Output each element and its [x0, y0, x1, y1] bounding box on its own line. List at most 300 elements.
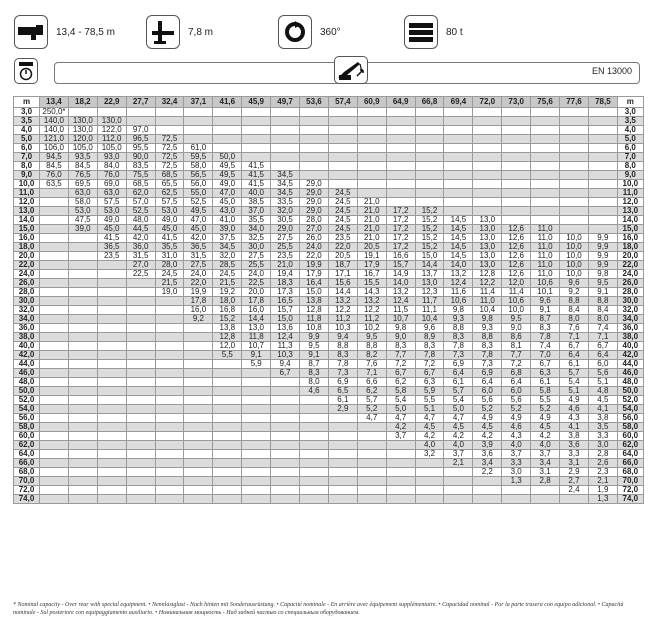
radius-cell-right: 60,0 [617, 432, 643, 441]
spec-row [0, 14, 654, 50]
capacity-cell [155, 342, 184, 351]
capacity-cell [213, 369, 242, 378]
capacity-cell: 13,8 [300, 297, 329, 306]
capacity-cell: 12,4 [386, 297, 415, 306]
radius-cell-right: 70,0 [617, 477, 643, 486]
capacity-cell [184, 108, 213, 117]
capacity-cell: 17,2 [386, 207, 415, 216]
capacity-cell [126, 351, 155, 360]
radius-cell: 40,0 [14, 342, 40, 351]
radius-cell: 54,0 [14, 405, 40, 414]
capacity-cell [502, 495, 531, 504]
radius-cell-right: 9,0 [617, 171, 643, 180]
capacity-cell: 7,1 [560, 333, 589, 342]
capacity-cell: 56,0 [184, 180, 213, 189]
capacity-cell: 47,0 [184, 216, 213, 225]
capacity-cell [502, 180, 531, 189]
capacity-cell: 13,0 [473, 261, 502, 270]
capacity-cell: 12,6 [502, 243, 531, 252]
capacity-cell: 5,1 [588, 378, 617, 387]
capacity-cell: 18,0 [213, 297, 242, 306]
capacity-cell: 27,5 [184, 261, 213, 270]
capacity-cell [213, 360, 242, 369]
capacity-cell: 22,5 [242, 279, 271, 288]
capacity-cell [242, 450, 271, 459]
capacity-cell [588, 207, 617, 216]
capacity-cell [155, 117, 184, 126]
capacity-cell [40, 297, 69, 306]
capacity-cell: 11,8 [300, 315, 329, 324]
capacity-cell [40, 378, 69, 387]
capacity-cell [68, 396, 97, 405]
capacity-cell [386, 198, 415, 207]
capacity-cell [155, 459, 184, 468]
capacity-cell: 36,5 [184, 243, 213, 252]
capacity-cell: 4,9 [560, 396, 589, 405]
radius-cell: 68,0 [14, 468, 40, 477]
capacity-cell: 11,1 [415, 306, 444, 315]
capacity-cell: 31,5 [126, 252, 155, 261]
capacity-cell: 49,5 [213, 171, 242, 180]
capacity-cell [184, 360, 213, 369]
capacity-cell [328, 117, 357, 126]
capacity-cell: 39,0 [68, 225, 97, 234]
capacity-cell: 52,5 [184, 198, 213, 207]
capacity-cell: 3,4 [473, 459, 502, 468]
radius-cell-right: 22,0 [617, 261, 643, 270]
table-row [14, 117, 644, 126]
capacity-cell: 5,4 [386, 396, 415, 405]
capacity-cell [444, 162, 473, 171]
capacity-cell [415, 486, 444, 495]
capacity-cell: 7,6 [357, 360, 386, 369]
capacity-cell: 13,0 [242, 324, 271, 333]
radius-cell: 74,0 [14, 495, 40, 504]
capacity-cell: 12,6 [502, 270, 531, 279]
capacity-cell: 7,1 [357, 369, 386, 378]
capacity-cell: 18,7 [328, 261, 357, 270]
capacity-cell [97, 459, 126, 468]
capacity-cell: 120,0 [68, 135, 97, 144]
capacity-cell [415, 144, 444, 153]
capacity-cell: 6,0 [502, 387, 531, 396]
capacity-cell: 5,2 [357, 405, 386, 414]
capacity-cell: 9,5 [502, 315, 531, 324]
capacity-cell [588, 225, 617, 234]
capacity-cell: 13,7 [415, 270, 444, 279]
capacity-cell [300, 162, 329, 171]
capacity-cell: 15,0 [415, 252, 444, 261]
capacity-cell [328, 450, 357, 459]
capacity-cell: 22,5 [126, 270, 155, 279]
capacity-cell [473, 117, 502, 126]
capacity-cell: 8,4 [588, 306, 617, 315]
capacity-cell: 24,5 [155, 270, 184, 279]
capacity-cell [271, 162, 300, 171]
capacity-cell [444, 477, 473, 486]
capacity-cell: 140,0 [40, 117, 69, 126]
capacity-cell [68, 423, 97, 432]
radius-cell: 28,0 [14, 288, 40, 297]
capacity-cell [560, 135, 589, 144]
rotation-icon [278, 15, 312, 49]
capacity-cell [126, 450, 155, 459]
capacity-cell [386, 126, 415, 135]
capacity-cell: 7,8 [531, 333, 560, 342]
capacity-cell: 2,1 [444, 459, 473, 468]
capacity-cell: 16,4 [300, 279, 329, 288]
capacity-cell [184, 459, 213, 468]
capacity-cell [588, 135, 617, 144]
capacity-cell: 6,7 [386, 369, 415, 378]
capacity-cell [386, 153, 415, 162]
capacity-cell: 8,3 [415, 342, 444, 351]
capacity-cell [242, 405, 271, 414]
capacity-cell [68, 378, 97, 387]
capacity-cell [415, 162, 444, 171]
capacity-cell [242, 135, 271, 144]
capacity-cell [155, 477, 184, 486]
capacity-cell: 7,8 [328, 360, 357, 369]
footnote: * Nominal capacity - Over rear with special equipment. • Nennlastglast - Nach hinten mit Sonderausrüstung. • Capacité nominale - En arrière avec équipement supplémentaire. • Capacidad nominal - Por la parte trasera con equipo adicional. • Capacità nominale - Sul posteriore con equipaggiamento ausiliario. • Номинальная мощность - Над задней частью со специальным оборудованием. [13, 602, 624, 616]
capacity-cell [126, 486, 155, 495]
boom-length-header: 22,9 [97, 97, 126, 108]
capacity-cell [386, 171, 415, 180]
radius-cell: 13,0 [14, 207, 40, 216]
capacity-cell: 14,5 [444, 243, 473, 252]
radius-cell: 44,0 [14, 360, 40, 369]
capacity-cell [213, 414, 242, 423]
capacity-cell [560, 225, 589, 234]
capacity-cell [502, 135, 531, 144]
capacity-cell: 9,9 [588, 243, 617, 252]
radius-header: m [14, 97, 40, 108]
capacity-cell: 4,7 [357, 414, 386, 423]
capacity-cell [444, 468, 473, 477]
capacity-cell: 9,3 [473, 324, 502, 333]
capacity-cell [68, 288, 97, 297]
capacity-cell [126, 360, 155, 369]
capacity-cell: 94,5 [40, 153, 69, 162]
capacity-cell [184, 405, 213, 414]
capacity-cell [97, 414, 126, 423]
capacity-cell: 8,6 [502, 333, 531, 342]
capacity-cell: 5,0 [444, 405, 473, 414]
capacity-cell [588, 180, 617, 189]
capacity-cell [473, 144, 502, 153]
capacity-cell: 7,6 [560, 324, 589, 333]
capacity-cell: 14,0 [444, 261, 473, 270]
counterweight-spec [404, 14, 463, 50]
capacity-cell: 14,4 [242, 315, 271, 324]
capacity-cell: 24,5 [328, 216, 357, 225]
capacity-cell [357, 495, 386, 504]
capacity-cell: 8,9 [415, 333, 444, 342]
capacity-cell: 14,4 [328, 288, 357, 297]
capacity-cell: 15,7 [386, 261, 415, 270]
capacity-cell: 6,4 [560, 351, 589, 360]
capacity-cell [126, 414, 155, 423]
radius-cell: 72,0 [14, 486, 40, 495]
timer-icon [14, 58, 38, 84]
capacity-cell [242, 441, 271, 450]
capacity-cell [386, 495, 415, 504]
radius-cell: 10,0 [14, 180, 40, 189]
capacity-cell: 5,5 [415, 396, 444, 405]
capacity-cell: 5,8 [386, 387, 415, 396]
capacity-cell [97, 450, 126, 459]
capacity-cell: 16,8 [213, 306, 242, 315]
capacity-cell [126, 279, 155, 288]
capacity-cell [531, 216, 560, 225]
capacity-cell [271, 468, 300, 477]
radius-cell-right: 4,0 [617, 126, 643, 135]
capacity-cell [473, 135, 502, 144]
capacity-cell [502, 486, 531, 495]
capacity-cell: 49,0 [213, 180, 242, 189]
capacity-cell: 4,5 [444, 423, 473, 432]
capacity-cell: 3,6 [473, 450, 502, 459]
capacity-cell [97, 324, 126, 333]
capacity-cell: 76,5 [68, 171, 97, 180]
capacity-cell: 55,0 [184, 189, 213, 198]
capacity-cell [126, 396, 155, 405]
capacity-cell [300, 486, 329, 495]
capacity-cell: 8,8 [444, 324, 473, 333]
boom-length-header: 13,4 [40, 97, 69, 108]
capacity-cell [40, 351, 69, 360]
capacity-cell [97, 468, 126, 477]
capacity-cell [502, 198, 531, 207]
radius-cell: 52,0 [14, 396, 40, 405]
capacity-cell: 6,7 [531, 360, 560, 369]
capacity-cell [155, 387, 184, 396]
capacity-cell: 24,0 [184, 270, 213, 279]
capacity-cell: 9,8 [386, 324, 415, 333]
capacity-cell: 49,0 [155, 216, 184, 225]
capacity-cell: 42,0 [184, 234, 213, 243]
capacity-cell: 16,0 [242, 306, 271, 315]
capacity-cell: 130,0 [68, 126, 97, 135]
capacity-cell [126, 342, 155, 351]
capacity-cell [242, 387, 271, 396]
capacity-cell: 68,5 [126, 180, 155, 189]
capacity-cell: 10,0 [560, 270, 589, 279]
capacity-cell: 14,4 [415, 261, 444, 270]
capacity-cell: 7,3 [328, 369, 357, 378]
capacity-cell: 8,2 [357, 351, 386, 360]
capacity-cell [155, 486, 184, 495]
capacity-cell [40, 234, 69, 243]
capacity-cell: 14,0 [386, 279, 415, 288]
capacity-cell: 12,3 [415, 288, 444, 297]
capacity-cell [473, 477, 502, 486]
capacity-cell [40, 261, 69, 270]
radius-cell-right: 32,0 [617, 306, 643, 315]
capacity-cell: 7,4 [588, 324, 617, 333]
capacity-cell [40, 450, 69, 459]
capacity-cell: 7,3 [473, 360, 502, 369]
table-row [14, 252, 644, 261]
table-row [14, 189, 644, 198]
capacity-cell [155, 333, 184, 342]
capacity-cell: 21,0 [271, 261, 300, 270]
capacity-cell: 41,5 [97, 234, 126, 243]
capacity-cell [97, 396, 126, 405]
capacity-cell: 10,2 [357, 324, 386, 333]
capacity-cell [97, 378, 126, 387]
capacity-cell [68, 477, 97, 486]
capacity-cell [68, 243, 97, 252]
radius-cell-right: 7,0 [617, 153, 643, 162]
capacity-cell: 21,0 [357, 216, 386, 225]
capacity-cell [357, 117, 386, 126]
capacity-cell [184, 477, 213, 486]
radius-cell-right: 15,0 [617, 225, 643, 234]
telescopic-boom-icon [14, 15, 48, 49]
capacity-cell [242, 468, 271, 477]
capacity-cell: 6,6 [357, 378, 386, 387]
capacity-cell [588, 144, 617, 153]
capacity-cell: 8,0 [560, 315, 589, 324]
capacity-cell [415, 477, 444, 486]
capacity-cell [242, 414, 271, 423]
radius-cell: 36,0 [14, 324, 40, 333]
table-row [14, 198, 644, 207]
table-row [14, 243, 644, 252]
capacity-cell [68, 360, 97, 369]
capacity-cell: 36,0 [126, 243, 155, 252]
capacity-cell: 4,6 [560, 405, 589, 414]
radius-cell-right: 52,0 [617, 396, 643, 405]
capacity-cell [97, 432, 126, 441]
capacity-cell: 53,0 [68, 207, 97, 216]
capacity-cell [560, 207, 589, 216]
capacity-cell [213, 135, 242, 144]
capacity-cell [126, 405, 155, 414]
capacity-cell [126, 477, 155, 486]
radius-cell: 66,0 [14, 459, 40, 468]
capacity-cell [68, 405, 97, 414]
radius-cell-right: 64,0 [617, 450, 643, 459]
capacity-cell [40, 315, 69, 324]
capacity-cell [531, 135, 560, 144]
capacity-cell: 250,0* [40, 108, 69, 117]
capacity-cell: 5,6 [588, 369, 617, 378]
capacity-cell [473, 495, 502, 504]
capacity-cell [213, 144, 242, 153]
capacity-cell: 12,6 [502, 261, 531, 270]
capacity-cell: 41,0 [213, 216, 242, 225]
capacity-cell [40, 225, 69, 234]
capacity-cell: 24,5 [328, 198, 357, 207]
capacity-cell [473, 126, 502, 135]
radius-cell-right: 34,0 [617, 315, 643, 324]
capacity-cell: 4,5 [588, 396, 617, 405]
capacity-cell [300, 477, 329, 486]
capacity-cell: 12,4 [271, 333, 300, 342]
table-row [14, 234, 644, 243]
capacity-cell: 24,5 [213, 270, 242, 279]
capacity-cell: 6,1 [328, 396, 357, 405]
table-row [14, 135, 644, 144]
capacity-cell [97, 495, 126, 504]
capacity-cell: 10,6 [531, 279, 560, 288]
capacity-cell [155, 405, 184, 414]
capacity-cell: 112,0 [97, 135, 126, 144]
capacity-cell: 11,0 [531, 261, 560, 270]
capacity-cell [502, 144, 531, 153]
capacity-cell: 14,3 [357, 288, 386, 297]
radius-cell-right: 3,5 [617, 117, 643, 126]
capacity-cell: 8,8 [588, 297, 617, 306]
capacity-cell: 3,5 [588, 423, 617, 432]
capacity-cell [357, 171, 386, 180]
capacity-cell [184, 342, 213, 351]
capacity-cell: 130,0 [68, 117, 97, 126]
capacity-cell [560, 180, 589, 189]
capacity-cell [126, 495, 155, 504]
radius-cell-right: 62,0 [617, 441, 643, 450]
capacity-cell [386, 450, 415, 459]
capacity-cell: 9,0 [386, 333, 415, 342]
capacity-cell [300, 135, 329, 144]
capacity-cell: 72,5 [155, 153, 184, 162]
capacity-cell: 7,8 [444, 342, 473, 351]
capacity-cell: 52,5 [126, 207, 155, 216]
capacity-cell: 3,8 [588, 414, 617, 423]
capacity-cell: 9,5 [588, 279, 617, 288]
capacity-cell: 19,1 [357, 252, 386, 261]
capacity-cell [213, 477, 242, 486]
capacity-cell [126, 387, 155, 396]
capacity-cell: 6,4 [502, 378, 531, 387]
capacity-cell [68, 342, 97, 351]
table-row [14, 153, 644, 162]
capacity-cell: 9,2 [184, 315, 213, 324]
capacity-cell [300, 153, 329, 162]
capacity-cell: 29,0 [300, 198, 329, 207]
capacity-cell: 5,9 [242, 360, 271, 369]
capacity-cell: 18,3 [271, 279, 300, 288]
capacity-cell [502, 189, 531, 198]
radius-cell: 42,0 [14, 351, 40, 360]
rotation-spec [278, 14, 341, 50]
capacity-cell: 23,5 [271, 252, 300, 261]
capacity-cell [68, 306, 97, 315]
capacity-cell [68, 279, 97, 288]
counterweight-icon [404, 15, 438, 49]
capacity-cell: 6,9 [328, 378, 357, 387]
capacity-cell: 4,8 [588, 387, 617, 396]
capacity-cell [155, 369, 184, 378]
capacity-cell: 24,5 [328, 207, 357, 216]
capacity-cell [444, 171, 473, 180]
capacity-cell: 49,0 [97, 216, 126, 225]
capacity-cell: 2,3 [588, 468, 617, 477]
capacity-cell: 72,5 [155, 135, 184, 144]
capacity-cell [473, 486, 502, 495]
capacity-cell: 19,9 [184, 288, 213, 297]
capacity-cell: 21,5 [213, 279, 242, 288]
capacity-cell [502, 117, 531, 126]
capacity-cell [68, 324, 97, 333]
capacity-cell: 9,9 [588, 252, 617, 261]
radius-cell-right: 72,0 [617, 486, 643, 495]
capacity-cell: 17,2 [386, 225, 415, 234]
boom-length-value: 13,4 - 78,5 m [56, 26, 115, 38]
radius-cell-right: 13,0 [617, 207, 643, 216]
